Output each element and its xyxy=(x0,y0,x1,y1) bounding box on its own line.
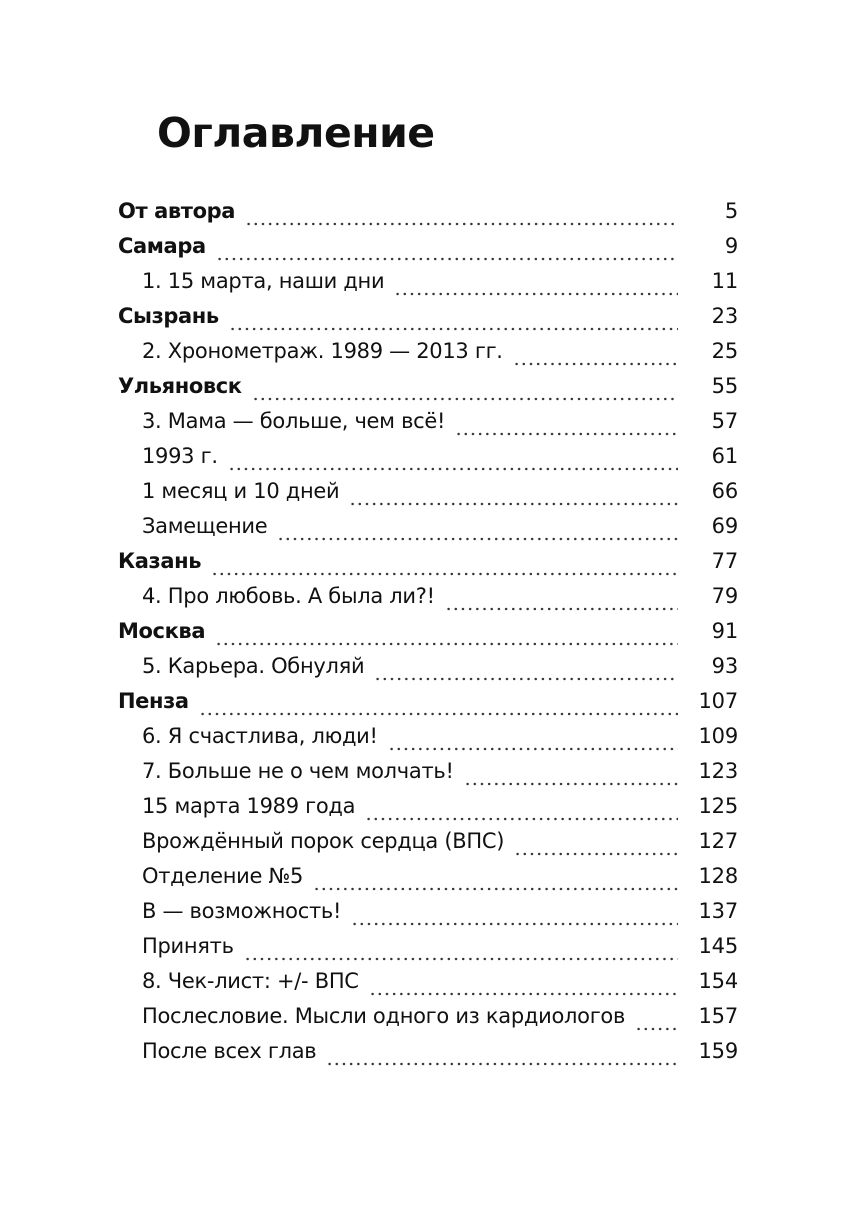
toc-page-number: 5 xyxy=(724,199,738,223)
toc-entry-title: Москва xyxy=(118,619,206,643)
dot-leader xyxy=(514,824,678,859)
toc-entry-title: От автора xyxy=(118,199,235,223)
toc-chapter-row xyxy=(118,439,738,474)
dot-leader xyxy=(635,999,678,1034)
toc-section-row xyxy=(118,684,738,719)
dot-leader xyxy=(464,754,678,789)
toc-entry-title: Врождённый порок сердца (ВПС) xyxy=(142,829,505,853)
dot-leader xyxy=(211,544,678,579)
toc-entry-title: Принять xyxy=(142,934,234,958)
toc-page-number: 55 xyxy=(711,374,738,398)
toc-entry-title: Сызрань xyxy=(118,304,219,328)
toc-section-row xyxy=(118,614,738,649)
toc-entry-title: 15 марта 1989 года xyxy=(142,794,356,818)
toc-entry-title: Казань xyxy=(118,549,202,573)
toc-entry-title: 1 месяц и 10 дней xyxy=(142,479,340,503)
dot-leader xyxy=(229,299,678,334)
toc-entry-title: Замещение xyxy=(142,514,268,538)
toc-page-number: 123 xyxy=(698,759,738,783)
toc-entry-title: 6. Я счастлива, люди! xyxy=(142,724,378,748)
toc-chapter-row xyxy=(118,964,738,999)
page-title: Оглавление xyxy=(157,109,435,157)
dot-leader xyxy=(513,334,678,369)
toc-chapter-row xyxy=(118,929,738,964)
toc-chapter-row xyxy=(118,649,738,684)
dot-leader xyxy=(388,719,678,754)
dot-leader xyxy=(252,369,678,404)
dot-leader xyxy=(215,614,678,649)
toc-page-number: 79 xyxy=(711,584,738,608)
toc-section-row xyxy=(118,369,738,404)
toc-chapter-row xyxy=(118,509,738,544)
dot-leader xyxy=(445,579,678,614)
toc-page-number: 9 xyxy=(724,234,738,258)
toc-chapter-row xyxy=(118,789,738,824)
dot-leader xyxy=(199,684,678,719)
toc-section-row xyxy=(118,299,738,334)
toc-chapter-row xyxy=(118,404,738,439)
toc-page-number: 11 xyxy=(711,269,738,293)
toc-page-number: 109 xyxy=(698,724,738,748)
toc-chapter-row xyxy=(118,894,738,929)
dot-leader xyxy=(349,474,678,509)
toc-page-number: 61 xyxy=(711,444,738,468)
toc-entry-title: Ульяновск xyxy=(118,374,242,398)
toc-section-row xyxy=(118,229,738,264)
toc-page-number: 154 xyxy=(698,969,738,993)
toc-chapter-row xyxy=(118,474,738,509)
toc-page-number: 66 xyxy=(711,479,738,503)
toc-page-number: 128 xyxy=(698,864,738,888)
toc-chapter-row xyxy=(118,1034,738,1069)
toc-entry-title: Послесловие. Мысли одного из кардиологов xyxy=(142,1004,626,1028)
toc-chapter-row xyxy=(118,754,738,789)
toc-page-number: 125 xyxy=(698,794,738,818)
toc-chapter-row xyxy=(118,824,738,859)
toc-entry-title: 3. Мама — больше, чем всё! xyxy=(142,409,446,433)
toc-entry-title: 7. Больше не о чем молчать! xyxy=(142,759,454,783)
toc-entry-title: 1. 15 марта, наши дни xyxy=(142,269,385,293)
toc-entry-title: 1993 г. xyxy=(142,444,218,468)
toc-entry-title: Пенза xyxy=(118,689,189,713)
toc-entry-title: После всех глав xyxy=(142,1039,317,1063)
dot-leader xyxy=(216,229,678,264)
toc-page-number: 69 xyxy=(711,514,738,538)
toc-page-number: 57 xyxy=(711,409,738,433)
dot-leader xyxy=(394,264,678,299)
toc-entry-title: 5. Карьера. Обнуляй xyxy=(142,654,365,678)
table-of-contents xyxy=(118,194,738,1069)
toc-page-number: 77 xyxy=(711,549,738,573)
toc-chapter-row xyxy=(118,999,738,1034)
toc-section-row xyxy=(118,544,738,579)
toc-page-number: 127 xyxy=(698,829,738,853)
dot-leader xyxy=(245,194,678,229)
dot-leader xyxy=(228,439,678,474)
dot-leader xyxy=(365,789,678,824)
dot-leader xyxy=(244,929,678,964)
toc-page-number: 91 xyxy=(711,619,738,643)
toc-entry-title: В — возможность! xyxy=(142,899,342,923)
toc-entry-title: Самара xyxy=(118,234,206,258)
toc-entry-title: Отделение №5 xyxy=(142,864,304,888)
dot-leader xyxy=(277,509,678,544)
toc-chapter-row xyxy=(118,264,738,299)
toc-chapter-row xyxy=(118,859,738,894)
toc-chapter-row xyxy=(118,719,738,754)
toc-chapter-row xyxy=(118,579,738,614)
dot-leader xyxy=(326,1034,678,1069)
dot-leader xyxy=(374,649,678,684)
toc-page-number: 107 xyxy=(698,689,738,713)
dot-leader xyxy=(369,964,678,999)
toc-page-number: 145 xyxy=(698,934,738,958)
toc-page-number: 157 xyxy=(698,1004,738,1028)
dot-leader xyxy=(351,894,678,929)
toc-section-row xyxy=(118,194,738,229)
toc-entry-title: 2. Хронометраж. 1989 — 2013 гг. xyxy=(142,339,503,363)
toc-page-number: 159 xyxy=(698,1039,738,1063)
toc-page-number: 23 xyxy=(711,304,738,328)
toc-entry-title: 4. Про любовь. А была ли?! xyxy=(142,584,435,608)
toc-page-number: 25 xyxy=(711,339,738,363)
dot-leader xyxy=(455,404,678,439)
toc-page-number: 93 xyxy=(711,654,738,678)
dot-leader xyxy=(313,859,678,894)
toc-entry-title: 8. Чек-лист: +/- ВПС xyxy=(142,969,359,993)
toc-chapter-row xyxy=(118,334,738,369)
toc-page-number: 137 xyxy=(698,899,738,923)
